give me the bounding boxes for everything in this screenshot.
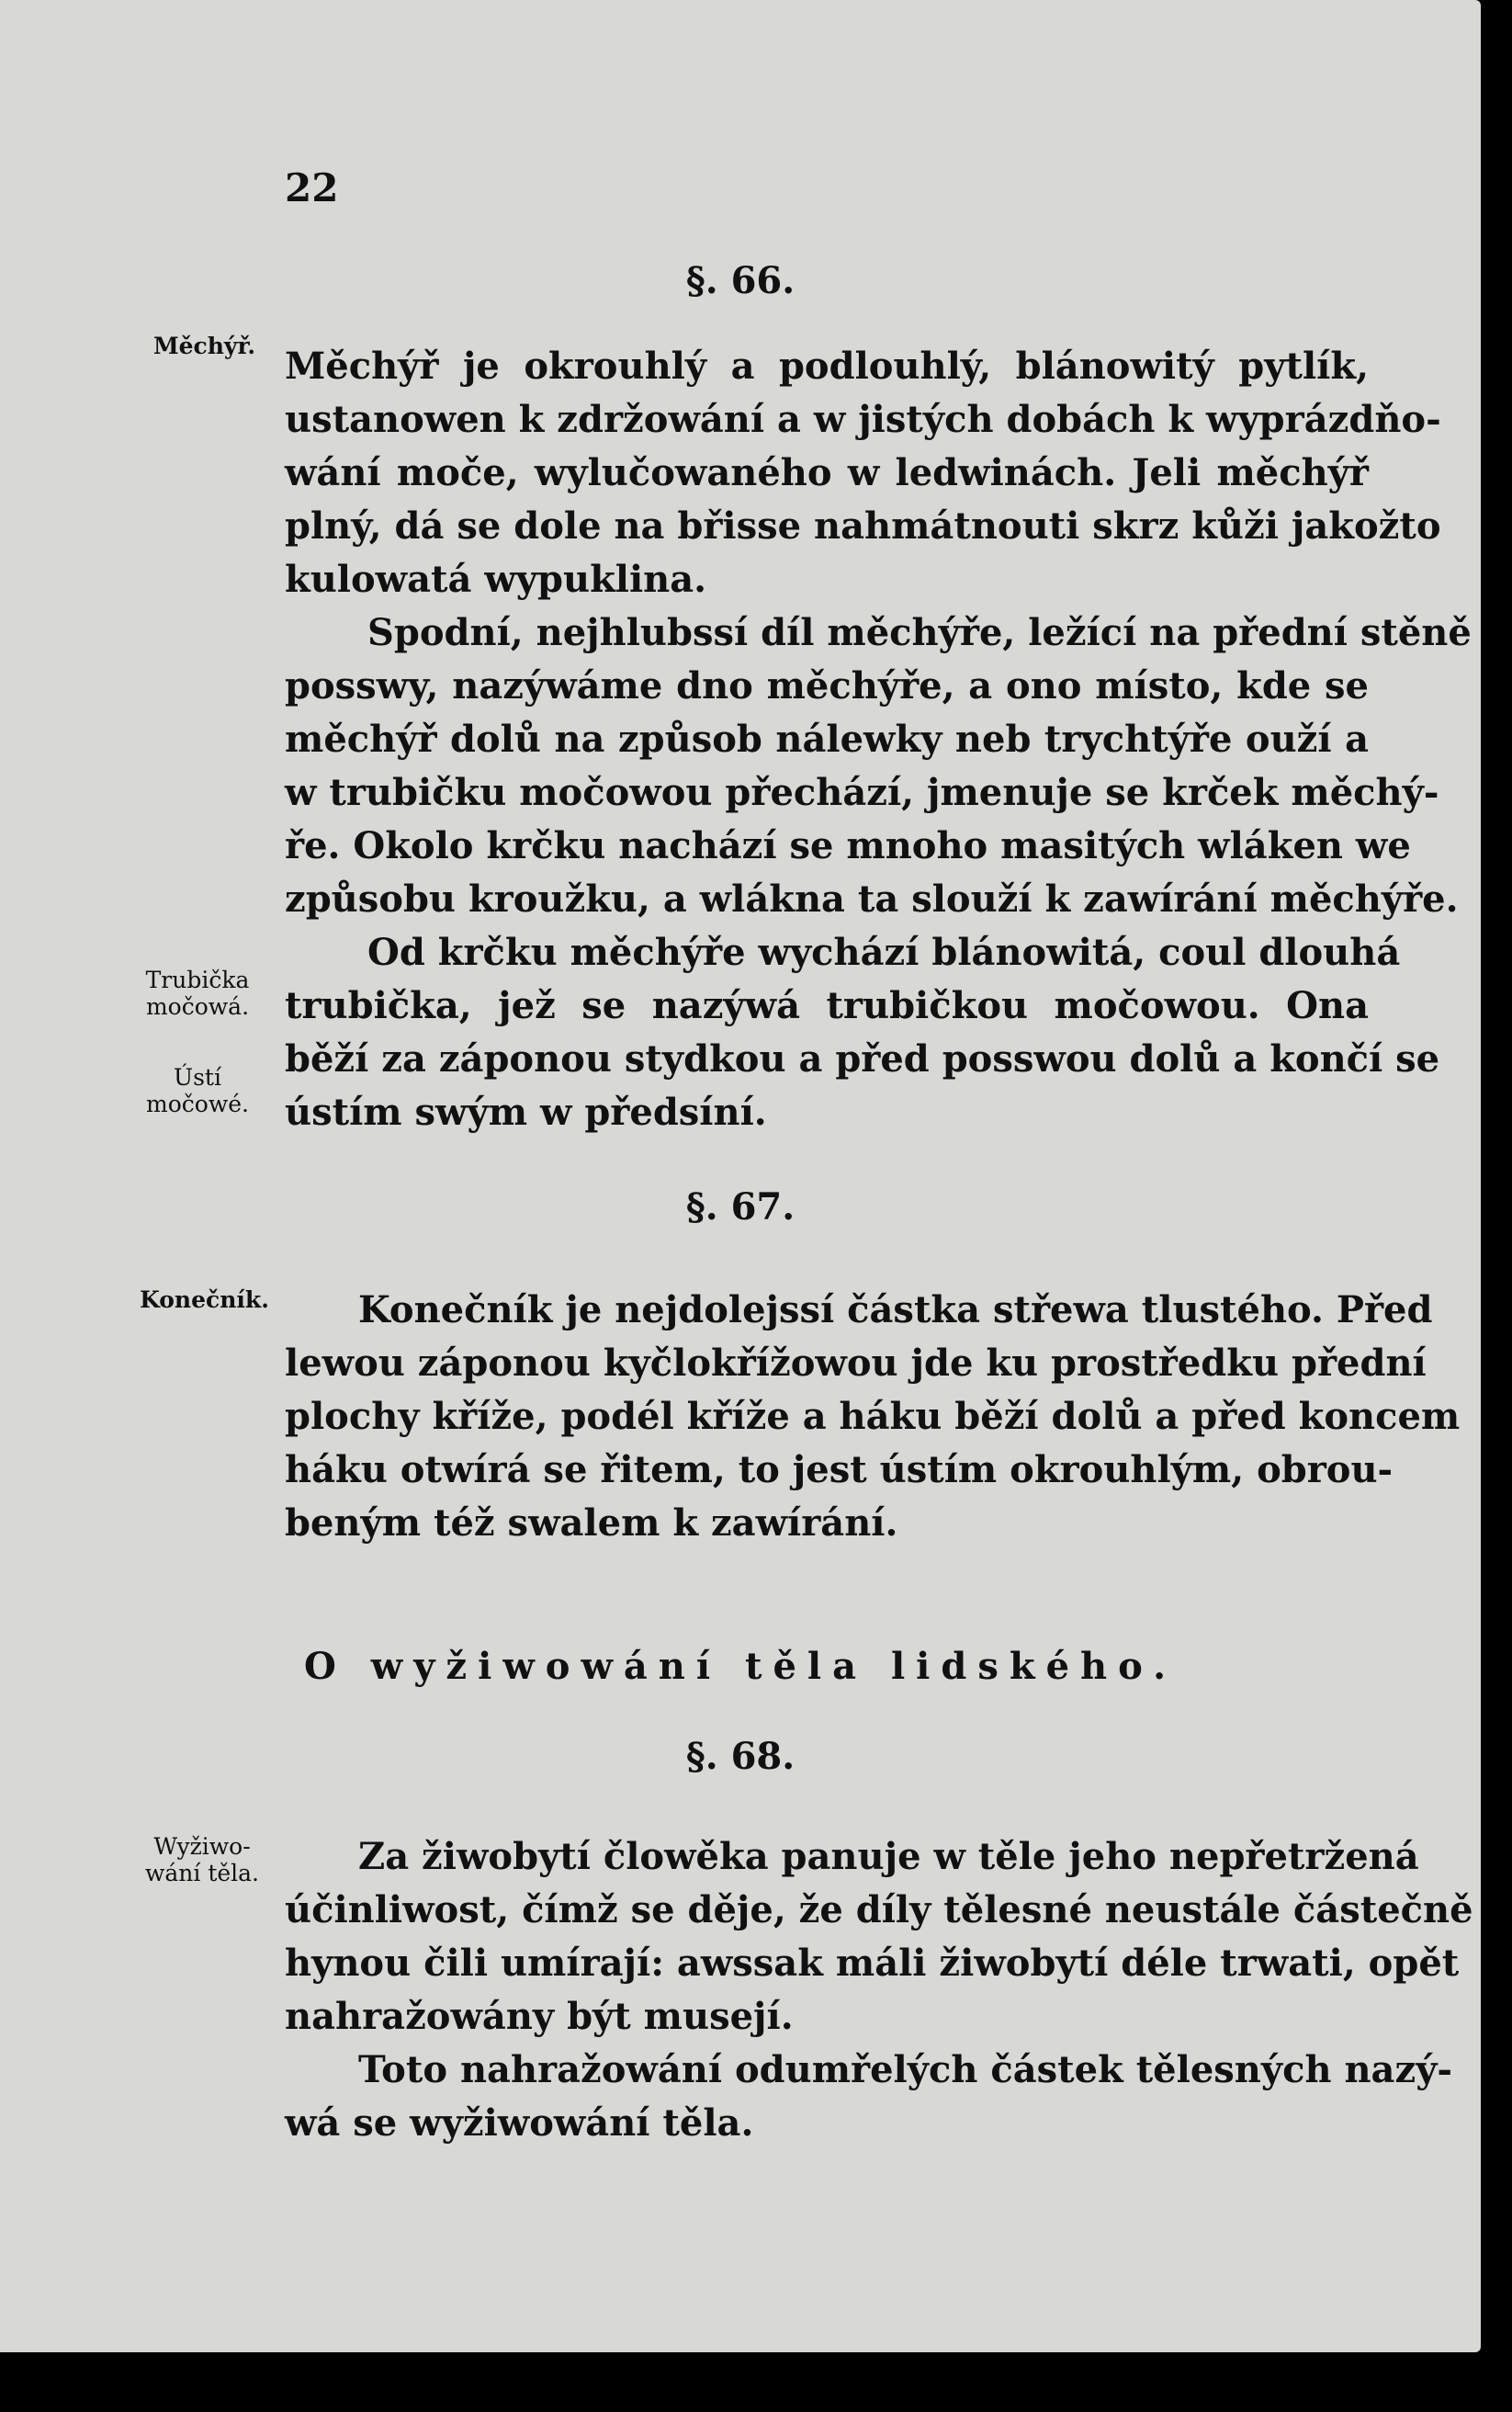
- text-line: účinliwost, čímž se děje, že díly tělesné neustále částečně: [285, 1888, 1473, 1931]
- section-heading-68: §. 68.: [685, 1735, 795, 1778]
- margin-note-usti: Ústí močowé.: [146, 1064, 249, 1117]
- text-line: běží za záponou stydkou a před posswou dolů a končí se: [285, 1037, 1440, 1081]
- text-line: Od krčku měchýře wychází blánowitá, coul dlouhá: [367, 931, 1401, 974]
- margin-note-vyzivovani: Wyžiwo-wání těla.: [144, 1833, 260, 1886]
- page-edge-shadow: [1481, 0, 1512, 2412]
- text-line: ře. Okolo krčku nachází se mnoho masitých wláken we: [285, 824, 1411, 867]
- text-line: háku otwírá se řitem, to jest ústím okrouhlým, obrou-: [285, 1448, 1394, 1491]
- text-line: ustanowen k zdržowání a w jistých dobách k wyprázdňo-: [285, 398, 1441, 441]
- text-line: w trubičku močowou přechází, jmenuje se krček měchý-: [285, 771, 1439, 814]
- chapter-heading: O wyžiwowání těla lidského.: [303, 1645, 1177, 1688]
- text-line: wá se wyžiwowání těla.: [285, 2101, 754, 2145]
- text-line: měchýř dolů na způsob nálewky neb trychtýře ouží a: [285, 718, 1369, 761]
- text-line: ústím swým w předsíní.: [285, 1091, 767, 1134]
- margin-note-mechyr: Měchýř.: [152, 333, 256, 359]
- paragraph-block-67: [285, 1284, 1461, 1550]
- text-line: způsobu kroužku, a wlákna ta slouží k zawírání měchýře.: [285, 878, 1459, 921]
- section-heading-67: §. 67.: [685, 1185, 795, 1229]
- text-line: nahražowány být musejí.: [285, 1995, 794, 2038]
- text-line: Konečník je nejdolejssí částka střewa tlustého. Před: [358, 1288, 1433, 1331]
- text-line: Za žiwobytí člowěka panuje w těle jeho nepřetržená: [358, 1835, 1419, 1878]
- text-line: plochy kříže, podél kříže a háku běží dolů a před koncem: [285, 1395, 1461, 1438]
- page-number: 22: [285, 165, 339, 210]
- text-line: Toto nahražowání odumřelých částek tělesných nazý-: [358, 2048, 1453, 2091]
- paragraph-block-66: [285, 340, 1472, 1139]
- paragraph-block-68: [285, 1830, 1473, 2150]
- text-line: plný, dá se dole na břisse nahmátnouti skrz kůži jakožto: [285, 504, 1441, 548]
- text-line: Spodní, nejhlubssí díl měchýře, ležící na přední stěně: [367, 611, 1472, 654]
- text-line: lewou záponou kyčlokřížowou jde ku prostředku přední: [285, 1342, 1427, 1385]
- margin-note-konecnik: Konečník.: [140, 1286, 269, 1313]
- text-line: trubička, jež se nazýwá trubičkou močowou. Ona: [285, 984, 1369, 1027]
- text-line: Měchýř je okrouhlý a podlouhlý, blánowitý pytlík,: [285, 345, 1369, 388]
- text-line: hynou čili umírají: awssak máli žiwobytí déle trwati, opět: [285, 1942, 1460, 1985]
- section-heading-66: §. 66.: [685, 259, 795, 302]
- text-line: wání moče, wylučowaného w ledwinách. Jeli měchýř: [285, 451, 1369, 494]
- text-line: kulowatá wypuklina.: [285, 558, 707, 601]
- margin-note-trubicka: Trubička močowá.: [145, 967, 250, 1020]
- text-line: beným též swalem k zawírání.: [285, 1501, 898, 1545]
- page-bottom-shadow: [0, 2352, 1512, 2412]
- text-line: posswy, nazýwáme dno měchýře, a ono místo, kde se: [285, 664, 1369, 708]
